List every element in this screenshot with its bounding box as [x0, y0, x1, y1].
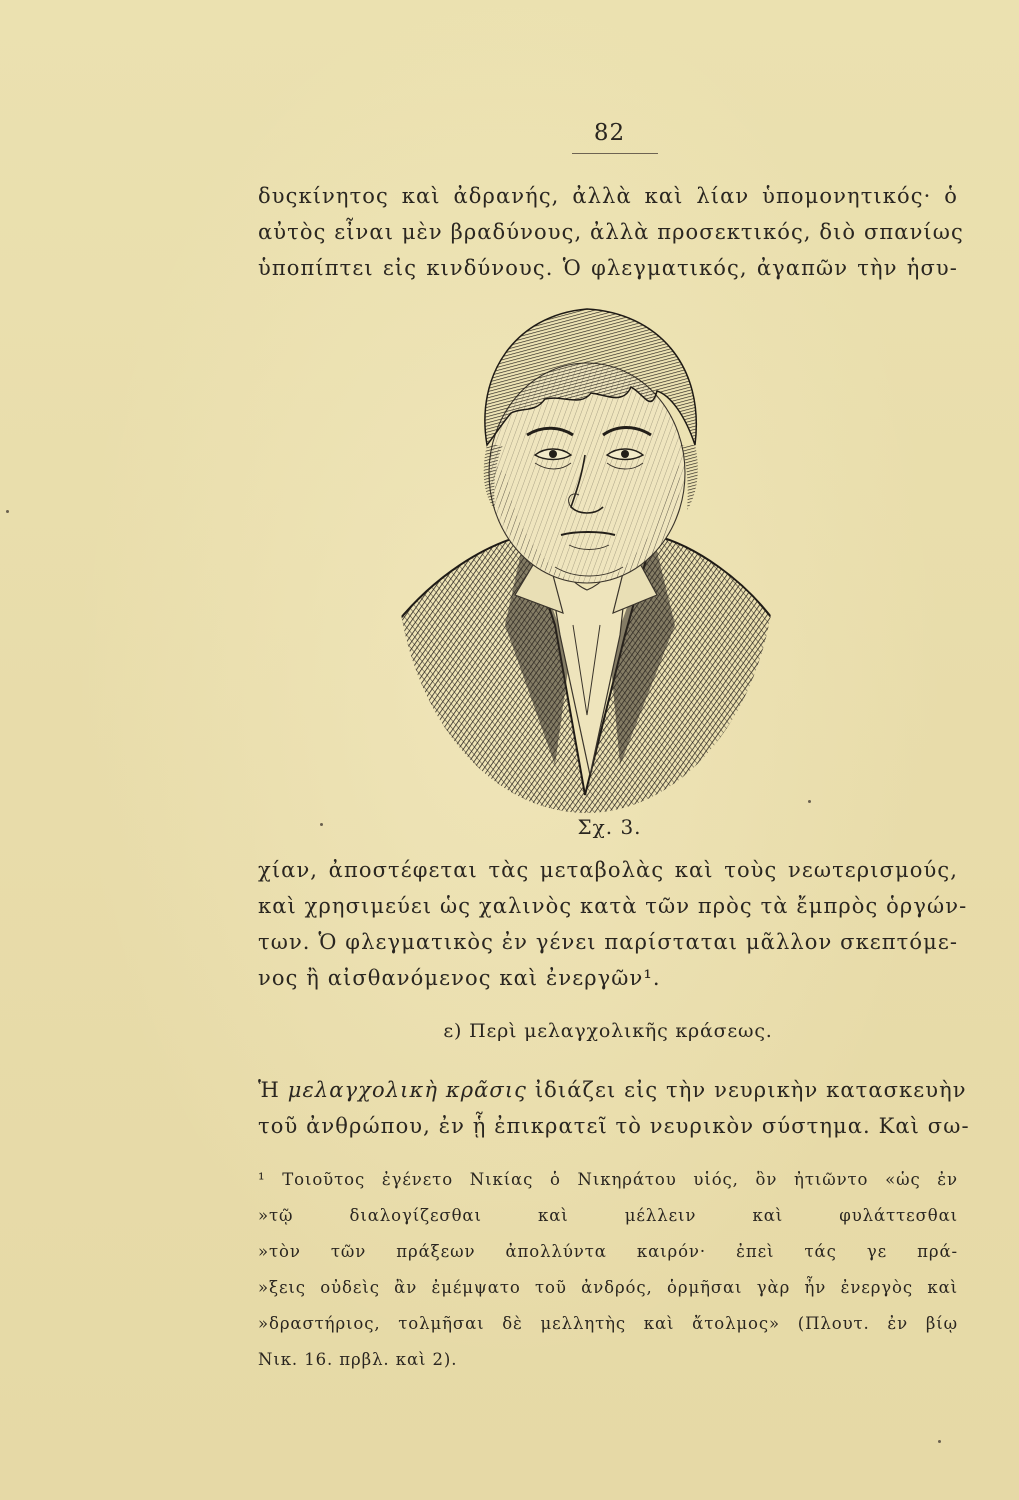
paper-speck	[320, 823, 323, 826]
footnote-line: »δραστήριος, τολμῆσαι δὲ μελλητὴς καὶ ἄτολμος» (Πλουτ. ἐν βίῳ	[258, 1314, 958, 1333]
page-number: 82	[593, 120, 626, 146]
section-heading: ε) Περὶ μελαγχολικῆς κράσεως.	[443, 1020, 773, 1042]
footnote-line: Νικ. 16. πρβλ. καὶ 2).	[258, 1350, 458, 1369]
footnote-line: »τῷ διαλογίζεσθαι καὶ μέλλειν καὶ φυλάττεσθαι	[258, 1206, 958, 1225]
text-line	[258, 1072, 967, 1108]
footnote-line: »ξεις οὐδεὶς ἂν ἐμέμψατο τοῦ ἀνδρός, ὁρμῆσαι γὰρ ἦν ἐνεργὸς καὶ	[258, 1278, 958, 1297]
footnote	[258, 1166, 958, 1382]
paper-speck	[938, 1440, 941, 1443]
bottom-paragraph	[258, 1072, 970, 1144]
text-line: αὐτὸς εἶναι μὲν βραδύνους, ἀλλὰ προσεκτικός, διὸ σπανίως	[258, 220, 964, 244]
text-line: νος ἢ αἰσθανόμενος καὶ ἐνεργῶν¹.	[258, 966, 661, 990]
text-line: δυςκίνητος καὶ ἀδρανής, ἀλλὰ καὶ λίαν ὑπομονητικός· ὁ	[258, 184, 958, 208]
middle-paragraph	[258, 852, 968, 996]
portrait-illustration	[395, 295, 777, 815]
text-line: ὑποπίπτει εἰς κινδύνους. Ὁ φλεγματικός, ἀγαπῶν τὴν ἡσυ-	[258, 256, 958, 280]
text-line: καὶ χρησιμεύει ὡς χαλινὸς κατὰ τῶν πρὸς τὰ ἔμπρὸς ὁργών-	[258, 894, 968, 918]
line-rest: ἰδιάζει εἰς τὴν νευρικὴν κατασκευὴν	[527, 1078, 967, 1102]
paper-speck	[808, 800, 811, 803]
text-line: χίαν, ἀποστέφεται τὰς μεταβολὰς καὶ τοὺς νεωτερισμούς,	[258, 858, 958, 882]
page-number-rule	[572, 153, 658, 154]
figure-caption: Σχ. 3.	[577, 815, 642, 839]
footnote-line: »τὸν τῶν πράξεων ἀπολλύντα καιρόν· ἐπεὶ τάς γε πρά-	[258, 1242, 958, 1261]
paper-speck	[6, 510, 9, 513]
text-line: των. Ὁ φλεγματικὸς ἐν γένει παρίσταται μᾶλλον σκεπτόμε-	[258, 930, 959, 954]
italic-term: μελαγχολικὴ κρᾶσις	[287, 1078, 528, 1102]
footnote-line: ¹ Τοιοῦτος ἐγένετο Νικίας ὁ Νικηράτου υἱός, ὃν ἠτιῶντο «ὡς ἐν	[258, 1170, 958, 1189]
line-start: Ἡ	[258, 1078, 288, 1102]
text-line: τοῦ ἀνθρώπου, ἐν ᾗ ἐπικρατεῖ τὸ νευρικὸν σύστημα. Καὶ σω-	[258, 1114, 970, 1138]
engraved-portrait	[395, 295, 777, 815]
top-paragraph	[258, 178, 964, 286]
